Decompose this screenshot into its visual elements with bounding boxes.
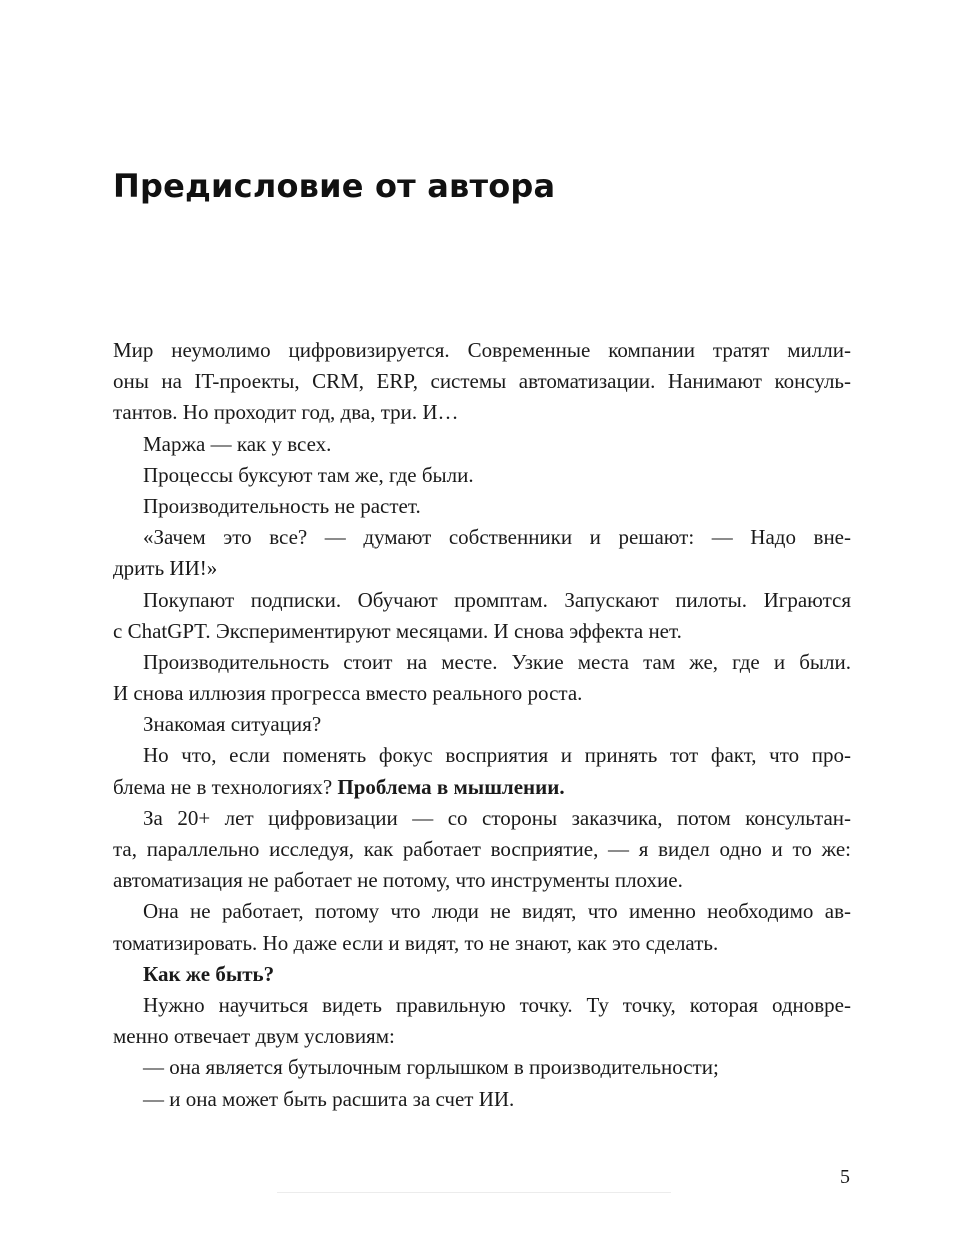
body-line: Знакомая ситуация?	[143, 712, 322, 737]
body-line: Маржа — как у всех.	[143, 431, 332, 456]
body-line: Мир неумолимо цифровизируется. Современные компании тратят милли-	[113, 338, 851, 362]
body-line: менно отвечает двум условиям:	[113, 1024, 395, 1049]
body-line: За 20+ лет цифровизации — со стороны заказчика, потом консультан-	[143, 805, 851, 830]
body-line: автоматизация не работает не потому, что инструменты плохие.	[113, 868, 683, 893]
body-line: томатизировать. Но даже если и видят, то не знают, как это сделать.	[113, 930, 719, 955]
list-item: — и она может быть расшита за счет ИИ.	[143, 1086, 515, 1111]
body-line: дрить ИИ!»	[113, 556, 218, 581]
bold-phrase: Проблема в мышлении.	[337, 774, 565, 799]
body-fragment: блема не в технологиях?	[113, 774, 333, 799]
body-line: с ChatGPT. Экспериментируют месяцами. И снова эффекта нет.	[113, 618, 682, 643]
body-line: та, параллельно исследуя, как работает восприятие, — я видел одно и то же:	[113, 837, 851, 861]
body-line: оны на IT-проекты, CRM, ERP, системы автоматизации. Нанимают консуль-	[113, 369, 851, 394]
list-item: — она является бутылочным горлышком в производительности;	[143, 1055, 719, 1080]
body-line: Производительность не растет.	[143, 493, 421, 518]
body-line: «Зачем это все? — думают собственники и решают: — Надо вне-	[143, 525, 851, 550]
body-line: Она не работает, потому что люди не видят, что именно необходимо ав-	[143, 899, 851, 924]
body-line: тантов. Но проходит год, два, три. И…	[113, 400, 459, 425]
body-line: Процессы буксуют там же, где были.	[143, 462, 474, 487]
body-line: Производительность стоит на месте. Узкие места там же, где и были.	[143, 649, 851, 674]
body-line: Покупают подписки. Обучают промптам. Запускают пилоты. Играются	[143, 587, 851, 612]
body-line	[113, 772, 851, 803]
body-line: Но что, если поменять фокус восприятия и принять тот факт, что про-	[143, 743, 851, 768]
page-number: 5	[840, 1166, 850, 1188]
body-text	[113, 335, 851, 1115]
footer-divider	[277, 1192, 671, 1193]
body-line: И снова иллюзия прогресса вместо реального роста.	[113, 681, 583, 706]
bold-question: Как же быть?	[143, 961, 275, 986]
chapter-title: Предисловие от автора	[113, 167, 556, 205]
body-line: Нужно научиться видеть правильную точку. Ту точку, которая одновре-	[143, 992, 851, 1017]
